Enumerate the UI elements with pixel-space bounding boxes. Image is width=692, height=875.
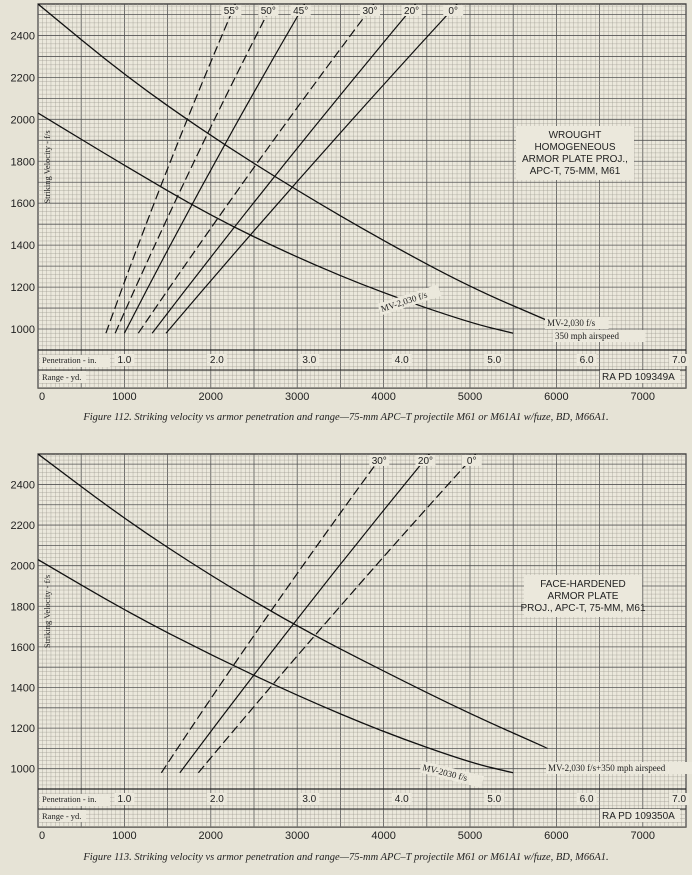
y-tick-label: 2000 <box>10 114 35 127</box>
penetration-tick-label: 2.0 <box>209 794 224 805</box>
penetration-tick-label: 3.0 <box>302 794 317 805</box>
figure-caption: Figure 112. Striking velocity vs armor penetration and range—75-mm APC–T projectile M61 or M61A1 w/fuze, BD, M66A1. <box>83 412 609 423</box>
x-tick-label: 0 <box>39 830 46 842</box>
y-tick-label: 1400 <box>10 682 35 695</box>
penetration-tick-label: 5.0 <box>487 794 502 805</box>
x-tick-label: 5000 <box>457 391 483 403</box>
x-tick-label: 3000 <box>284 830 310 842</box>
angle-label: 50° <box>260 6 276 17</box>
y-tick-label: 1200 <box>10 723 35 736</box>
penetration-tick-label: 6.0 <box>579 794 594 805</box>
y-tick-label: 1600 <box>10 641 35 654</box>
y-tick-label: 2200 <box>10 72 35 85</box>
y-tick-label: 1000 <box>10 763 35 776</box>
range-curve-label: 350 mph airspeed <box>555 331 619 341</box>
penetration-tick-label: 1.0 <box>117 355 132 366</box>
range-curve-label: MV-2030 f/s <box>421 762 469 784</box>
penetration-tick-label: 4.0 <box>394 794 409 805</box>
x-tick-label: 7000 <box>630 391 656 403</box>
y-tick-label: 1000 <box>10 324 35 337</box>
x-tick-label: 2000 <box>198 391 224 403</box>
x-tick-label: 6000 <box>544 391 569 403</box>
x-tick-label: 7000 <box>630 830 656 842</box>
figure-caption: Figure 113. Striking velocity vs armor penetration and range—75-mm APC–T projectile M61 or M61A1 w/fuze, BD, M66A1. <box>83 852 609 863</box>
y-tick-label: 2400 <box>10 30 35 43</box>
y-tick-label: 2000 <box>10 560 35 573</box>
range-curve-label: MV-2,030 f/s <box>379 289 429 314</box>
angle-label: 20° <box>417 456 434 467</box>
x-tick-label: 3000 <box>284 391 310 403</box>
penetration-axis-label: Penetration - in. <box>42 794 97 804</box>
chart-title-line: ARMOR PLATE PROJ., <box>522 154 628 165</box>
penetration-axis-label: Penetration - in. <box>42 355 97 365</box>
angle-label: 20° <box>404 6 420 17</box>
figure-112 <box>0 0 692 436</box>
y-axis-label: Striking Velocity - f/s <box>42 574 52 649</box>
penetration-tick-label: 6.0 <box>579 355 594 366</box>
y-tick-label: 1200 <box>10 282 35 295</box>
angle-label: 0° <box>448 6 458 17</box>
ra-pd-label: RA PD 109350A <box>602 811 675 822</box>
chart-title-line: APC-T, 75-MM, M61 <box>529 166 621 177</box>
angle-label: 30° <box>371 456 387 467</box>
angle-label: 55° <box>223 6 239 17</box>
chart-title-line: ARMOR PLATE <box>547 591 619 602</box>
angle-label: 45° <box>293 6 309 17</box>
x-tick-label: 1000 <box>112 830 137 842</box>
y-tick-label: 2200 <box>10 520 35 533</box>
y-tick-label: 1800 <box>10 601 35 614</box>
angle-label: 30° <box>362 6 378 17</box>
penetration-tick-label: 2.0 <box>209 355 224 366</box>
penetration-tick-label: 4.0 <box>394 355 409 366</box>
penetration-tick-label: 1.0 <box>117 794 132 805</box>
chart-title-line: WROUGHT <box>548 130 602 141</box>
x-tick-label: 0 <box>39 391 46 403</box>
penetration-tick-label: 7.0 <box>672 355 687 366</box>
y-tick-label: 2400 <box>10 479 35 492</box>
x-tick-label: 6000 <box>544 830 569 842</box>
chart-figure-112 <box>0 0 692 410</box>
angle-label: 0° <box>466 456 477 467</box>
chart-title-line: HOMOGENEOUS <box>534 142 616 153</box>
y-tick-label: 1800 <box>10 156 35 169</box>
ra-pd-label: RA PD 109349A <box>602 372 675 383</box>
x-tick-label: 4000 <box>371 830 396 842</box>
figure-113 <box>0 436 692 875</box>
chart-title-line: FACE-HARDENED <box>540 579 626 590</box>
range-axis-label: Range - yd. <box>42 811 82 821</box>
y-tick-label: 1400 <box>10 240 35 253</box>
penetration-tick-label: 3.0 <box>302 355 317 366</box>
range-axis-label: Range - yd. <box>42 372 82 382</box>
x-tick-label: 4000 <box>371 391 396 403</box>
chart-figure-113 <box>0 436 692 851</box>
x-tick-label: 2000 <box>198 830 224 842</box>
y-axis-label: Striking Velocity - f/s <box>42 130 52 204</box>
chart-title-line: PROJ., APC-T, 75-MM, M61 <box>520 603 646 614</box>
range-curve-label: MV-2,030 f/s <box>547 318 596 328</box>
y-tick-label: 1600 <box>10 198 35 211</box>
range-curve-label: MV-2,030 f/s+350 mph airspeed <box>548 763 666 773</box>
penetration-tick-label: 5.0 <box>487 355 502 366</box>
penetration-tick-label: 7.0 <box>672 794 687 805</box>
x-tick-label: 1000 <box>112 391 137 403</box>
x-tick-label: 5000 <box>457 830 483 842</box>
